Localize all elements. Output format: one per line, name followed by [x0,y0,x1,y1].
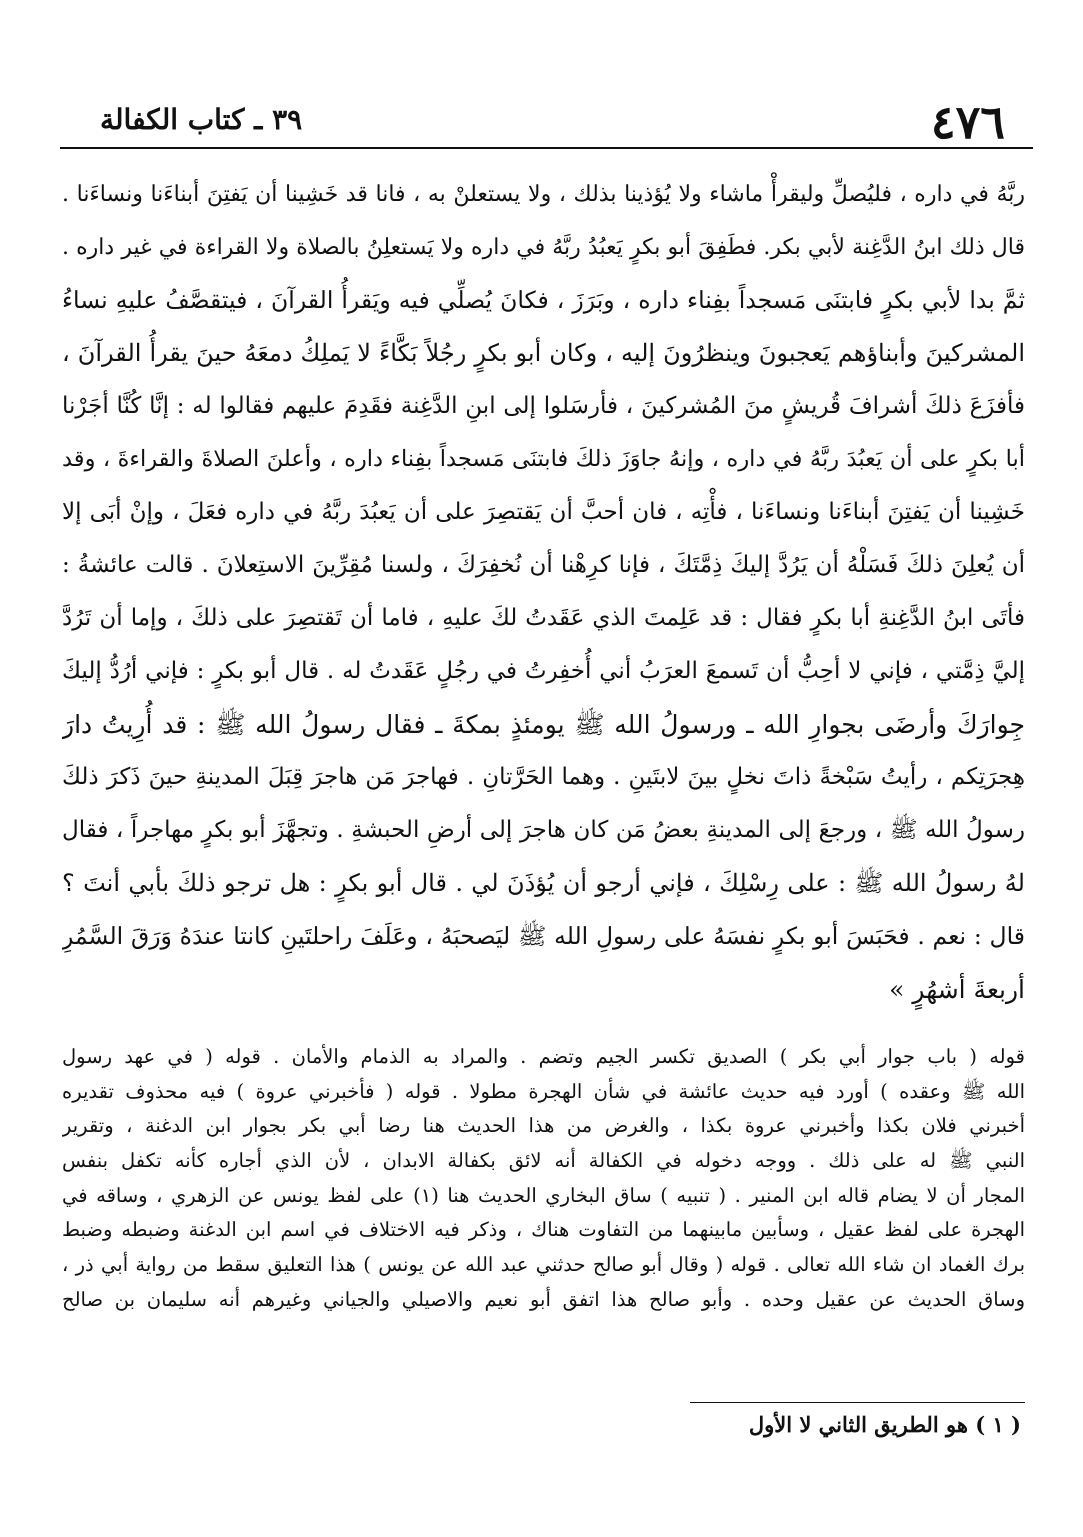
commentary-line: قوله ( باب جوار أبي بكر ) الصديق تكسر الجيم وتضم . والمراد به الذمام والأمان . قوله ( في عهد رسول [62,1045,1025,1068]
text-line: قال : نعم . فحَبَسَ أبو بكرٍ نفسَهُ على رسولِ الله ﷺ ليَصحبَهُ ، وعَلَفَ راحلتَينِ كانتا عندَهُ وَرَقَ السَّمُرِ [62,922,1025,950]
text-line: خَشِينا أن يَفتِنَ أبناءَنا ونساءَنا ، فأْتِه ، فان أحبَّ أن يَقتصِرَ على أن يَعبُدَ ربَّهُ في داره فعَلَ ، وإنْ أبَى إلا [62,499,1025,525]
text-line: أبا بكرٍ على أن يَعبُدَ ربَّهُ في داره ، وإنهُ جاوَزَ ذلكَ فابتنَى مَسجداً بفِناء داره ، وأعلنَ الصلاةَ والقراءةَ ، وقد [62,446,1025,472]
running-title: ٣٩ ـ كتاب الكفالة [100,103,303,136]
commentary-text [62,1040,1025,1318]
commentary-line: وساق الحديث عن عقيل وحده . وأبو صالح هذا اتفق أبو نعيم والاصيلي والجياني وغيرهم أنه سليمان بن صالح [62,1287,1025,1311]
text-line: فأفزَعَ ذلكَ أشرافَ قُريشٍ منَ المُشركينَ ، فأرسَلوا إلى ابنِ الدَّغِنة فقَدِمَ عليهم فقالوا له : إنَّا كُنَّا أجَرْنا [62,393,1025,419]
text-line: أن يُعلِنَ ذلكَ فَسَلْهُ أن يَرُدَّ إليكَ ذِمَّتَكَ ، فإنا كرِهْنا أن نُخفِرَكَ ، ولسنا مُقِرِّينَ الاستِعلانَ . قالت عائشةُ : [62,552,1025,578]
text-line: ربَّهُ في داره ، فليُصلِّ وليقرأْ ماشاء ولا يُؤذينا بذلك ، ولا يستعلنْ به ، فانا قد خَشِينا أن يَفتِنَ أبناءَنا ونساءَنا . [62,182,1025,207]
header-rule [60,147,1033,149]
text-line: رسولُ الله ﷺ ، ورجعَ إلى المدينةِ بعضُ مَن كان هاجرَ إلى أرضِ الحبشةِ . وتجهَّزَ أبو بكرٍ مهاجراً ، فقال [62,817,1025,843]
commentary-line: الهجرة على لفظ عقيل ، وسأبين مابينهما من التفاوت هناك ، وذكر فيه الاختلاف في اسم ابن الدغنة وضبطه وضبط [62,1218,1025,1242]
text-line: إليَّ ذِمَّتي ، فإني لا أحِبُّ أن تَسمعَ العرَبُ أني أُخفِرتُ في رجُلٍ عَقَدتُ له . قال أبو بكرٍ : فإني أرُدُّ إليكَ [62,658,1025,684]
commentary-line: أخبرني فلان بكذا وأخبرني عروة بكذا ، والغرض من هذا الحديث هنا رضا أبي بكر بجوار ابن الدغنة ، وتقرير [62,1114,1025,1138]
footnote-rule [690,1402,1025,1403]
text-line: لهُ رسولُ الله ﷺ : على رِسْلِكَ ، فإني أرجو أن يُؤذَنَ لي . قال أبو بكرٍ : هل ترجو ذلكَ بأبي أنتَ ؟ [62,869,1025,897]
commentary-line: النبي ﷺ له على ذلك . ووجه دخوله في الكفالة أنه لائق بكفالة الابدان ، لأن الذي أجاره كأنه تكفل بنفس [62,1149,1025,1173]
commentary-line: الله ﷺ وعقده ) أورد فيه حديث عائشة في شأن الهجرة مطولا . قوله ( فأخبرني عروة ) فيه محذوف تقديره [62,1079,1025,1103]
text-line: ثمَّ بدا لأبي بكرٍ فابتنَى مَسجداً بفِناء داره ، وبَرَزَ ، فكانَ يُصلِّي فيه ويَقرأُ القرآنَ ، فيتقصَّفُ عليهِ نساءُ [62,286,1025,314]
page-number: ٤٧٦ [930,95,1005,149]
text-line: قال ذلك ابنُ الدَّغِنة لأبي بكر. فطَفِقَ أبو بكرٍ يَعبُدُ ربَّهُ في داره ولا يَستعلِنُ بالصلاة ولا القراءة في غير داره . [62,235,1025,260]
text-line: جِوارَكَ وأرضَى بجوارِ الله ـ ورسولُ الله ﷺ يومئذٍ بمكةَ ـ فقال رسولُ الله ﷺ : قد أُرِيتُ دارَ [62,710,1025,739]
text-line: هِجرَتِكم ، رأيتُ سَبْخةً ذاتَ نخلٍ بينَ لابتَينِ . وهما الحَرَّتانِ . فهاجرَ مَن هاجرَ قِبَلَ المدينةِ حينَ ذَكرَ ذلكَ [62,764,1025,790]
text-line: المشركينَ وأبناؤهم يَعجبونَ وينظرُونَ إليه ، وكان أبو بكرٍ رجُلاً بَكَّاءً لا يَملِكُ دمعَهُ حينَ يقرأُ القرآنَ ، [62,339,1025,367]
text-line: أربعةَ أشهُرٍ » [889,975,1025,1004]
commentary-line: المجار أن لا يضام قاله ابن المنير . ( تنبيه ) ساق البخاري الحديث هنا (١) على لفظ يونس عن الزهري ، وساقه في [62,1183,1025,1207]
footnote: ( ١ ) هو الطريق الثاني لا الأول [748,1412,1021,1437]
commentary-line: برك الغماد ان شاء الله تعالى . قوله ( وقال أبو صالح حدثني عبد الله عن يونس ) هذا التعليق سقط من رواية أبي ذر ، [62,1253,1025,1277]
hadith-text [62,168,1025,1016]
text-line: فأتَى ابنُ الدَّغِنةِ أبا بكرٍ فقال : قد عَلِمتَ الذي عَقَدتُ لكَ عليهِ ، فاما أن تَقتصِرَ على ذلكَ ، وإما أن تَرُدَّ [62,605,1025,631]
page-header [60,92,1023,152]
